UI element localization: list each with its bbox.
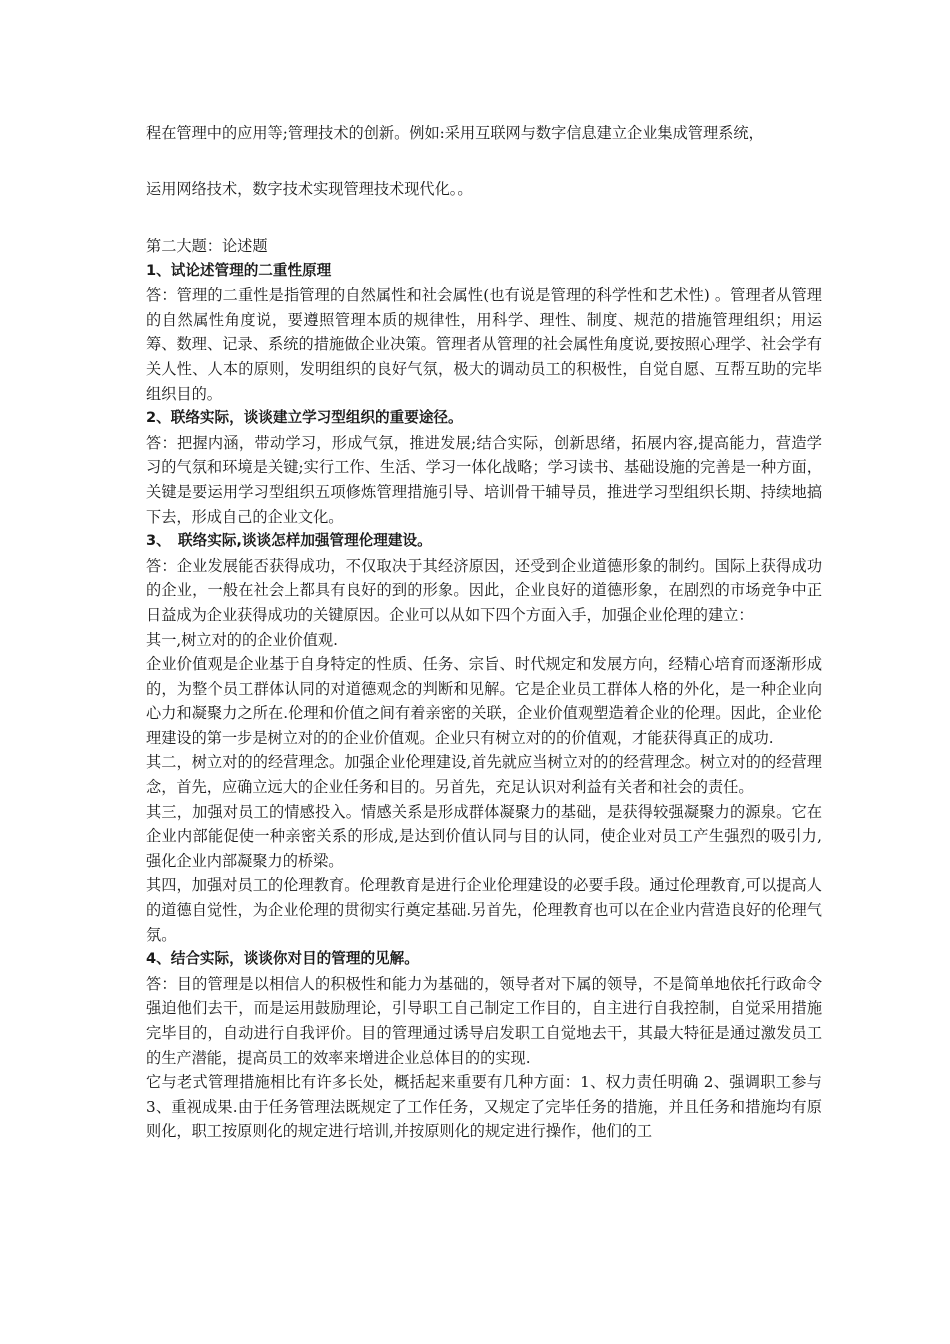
answer-paragraph: 答：企业发展能否获得成功，不仅取决于其经济原因，还受到企业道德形象的制约。国际上获得成功的企业，一般在社会上都具有良好的到的形象。因此，企业良好的道德形象，在剧烈的市场竞争中正日益成为企业获得成功的关键原因。企业可以从如下四个方面入手，加强企业伦理的建立： xyxy=(146,556,822,624)
question-title: 3、 联络实际,谈谈怎样加强管理伦理建设。 xyxy=(146,532,432,550)
question-title: 2、联络实际，谈谈建立学习型组织的重要途径。 xyxy=(146,409,463,427)
question-title: 4、结合实际，谈谈你对目的管理的见解。 xyxy=(146,950,419,968)
answer-paragraph: 其四，加强对员工的伦理教育。伦理教育是进行企业伦理建设的必要手段。通过伦理教育,可以提高人的道德自觉性，为企业伦理的贯彻实行奠定基础.另首先，伦理教育也可以在企业内营造良好的伦理气氛。 xyxy=(146,876,822,944)
section-title: 第二大题：论述题 xyxy=(146,237,268,255)
answer-paragraph: 企业价值观是企业基于自身特定的性质、任务、宗旨、时代规定和发展方向，经精心培育而逐渐形成的，为整个员工群体认同的对道德观念的判断和见解。它是企业员工群体人格的外化，是一种企业向心力和凝聚力之所在.伦理和价值之间有着亲密的关联，企业价值观塑造着企业的伦理。因此，企业伦理建设的第一步是树立对的的企业价值观。企业只有树立对的的价值观，才能获得真正的成功. xyxy=(146,655,822,747)
question-3 xyxy=(146,529,822,947)
document-page xyxy=(146,118,822,1144)
answer-paragraph: 其二，树立对的的经营理念。加强企业伦理建设,首先就应当树立对的的经营理念。树立对的的经营理念，首先，应确立远大的企业任务和目的。另首先，充足认识对利益有关者和社会的责任。 xyxy=(146,753,822,797)
question-4 xyxy=(146,947,822,1144)
intro-line-1: 程在管理中的应用等;管理技术的创新。例如:采用互联网与数字信息建立企业集成管理系统， xyxy=(146,124,764,142)
answer-paragraph: 其一,树立对的的企业价值观. xyxy=(146,630,338,649)
answer-paragraph: 答：把握内涵，带动学习，形成气氛，推进发展;结合实际，创新思绪，拓展内容,提高能力，营造学习的气氛和环境是关键;实行工作、生活、学习一体化战略；学习读书、基础设施的完善是一种方面，关键是要运用学习型组织五项修炼管理措施引导、培训骨干辅导员，推进学习型组织长期、持续地搞下去，形成自己的企业文化。 xyxy=(146,433,822,526)
question-2 xyxy=(146,406,822,529)
question-title: 1、试论述管理的二重性原理 xyxy=(146,261,332,279)
intro-line-2: 运用网络技术，数字技术实现管理技术现代化。。 xyxy=(146,180,473,198)
answer-paragraph: 它与老式管理措施相比有许多长处，概括起来重要有几种方面：1、权力责任明确 2、强调职工参与 3、重视成果.由于任务管理法既规定了工作任务，又规定了完毕任务的措施，并且任务和措施均有原则化，职工按原则化的规定进行培训,并按原则化的规定进行操作，他们的工 xyxy=(146,1073,822,1141)
question-1 xyxy=(146,259,822,407)
answer-paragraph: 其三，加强对员工的情感投入。情感关系是形成群体凝聚力的基础，是获得较强凝聚力的源泉。它在企业内部能促使一种亲密关系的形成,是达到价值认同与目的认同，使企业对员工产生强烈的吸引力,强化企业内部凝聚力的桥梁。 xyxy=(146,802,822,870)
answer-paragraph: 答：管理的二重性是指管理的自然属性和社会属性(也有说是管理的科学性和艺术性) 。管理者从管理的自然属性角度说，要遵照管理本质的规律性，用科学、理性、制度、规范的措施管理组织；用运筹、数理、记录、系统的措施做企业决策。管理者从管理的社会属性角度说,要按照心理学、社会学有关人性、人本的原则，发明组织的良好气氛，极大的调动员工的积极性，自觉自愿、互帮互助的完毕组织目的。 xyxy=(146,286,822,403)
answer-paragraph: 答：目的管理是以相信人的积极性和能力为基础的，领导者对下属的领导，不是简单地依托行政命令强迫他们去干，而是运用鼓励理论，引导职工自己制定工作目的，自主进行自我控制，自觉采用措施完毕目的，自动进行自我评价。目的管理通过诱导启发职工自觉地去干，其最大特征是通过激发员工的生产潜能，提高员工的效率来增进企业总体目的的实现. xyxy=(146,974,822,1067)
